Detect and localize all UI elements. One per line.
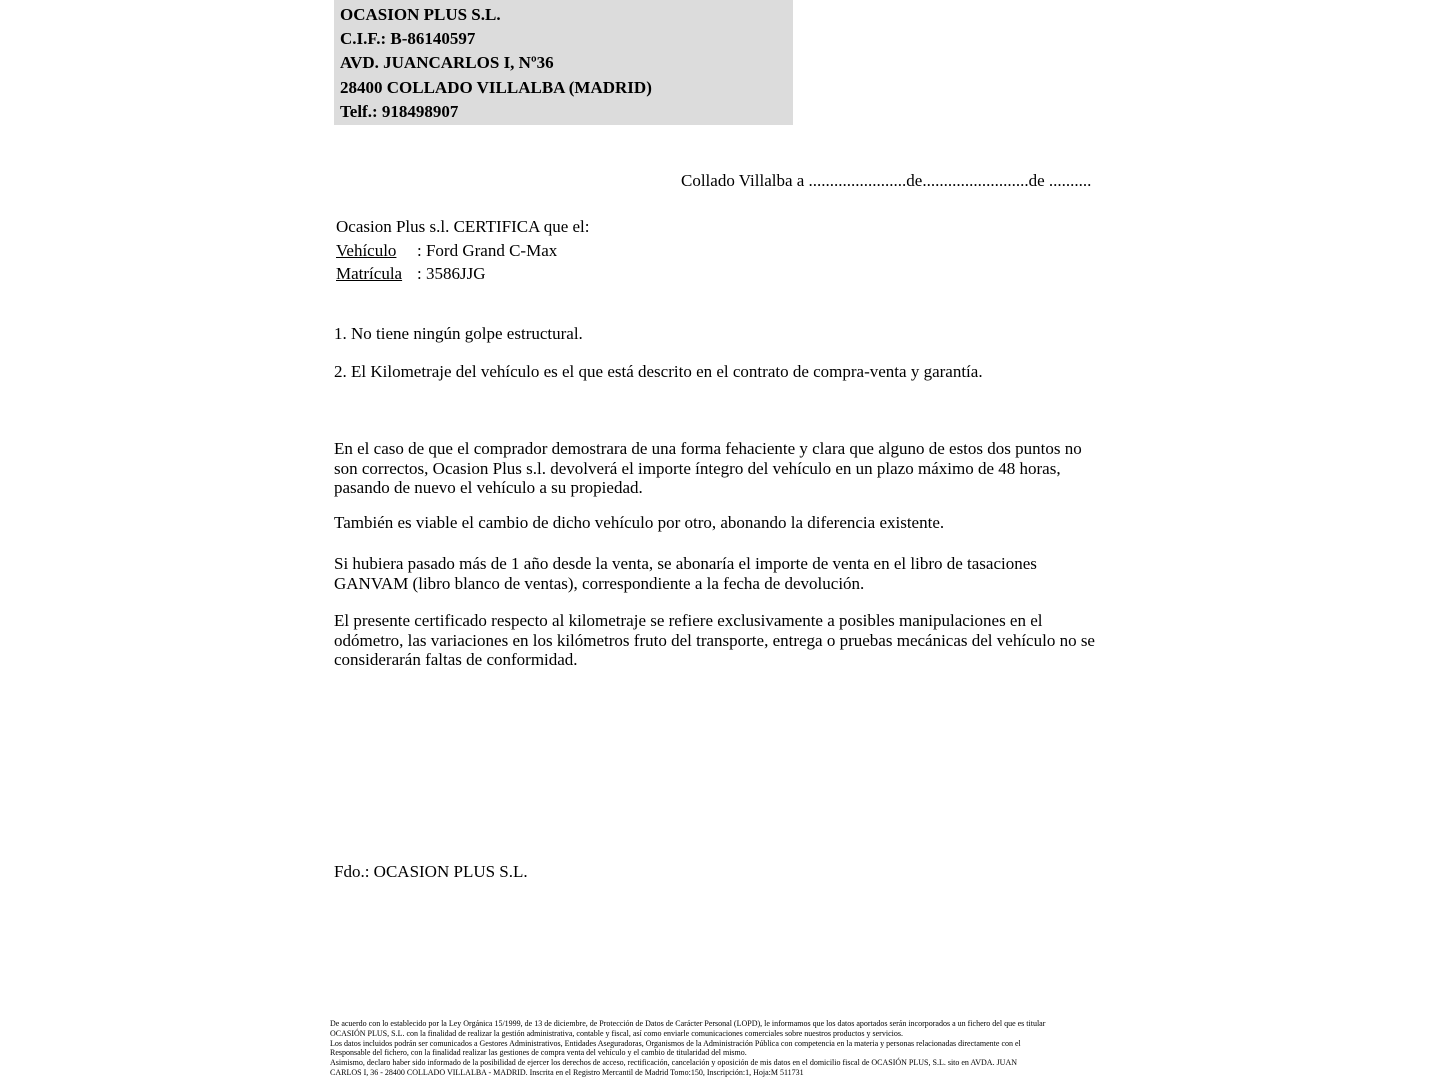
plate-row <box>336 262 590 286</box>
legal-line: De acuerdo con lo establecido por la Ley Orgánica 15/1999, de 13 de diciembre, de Protección de Datos de Carácter Personal (LOPD), le informamos que los datos aportados serán incorporados a un fichero del que es titular <box>330 1019 1046 1028</box>
company-city: 28400 COLLADO VILLALBA (MADRID) <box>340 77 652 97</box>
plate-label: Matrícula <box>336 264 403 283</box>
company-cif: C.I.F.: B-86140597 <box>340 29 476 49</box>
vehicle-value: : Ford Grand C-Max <box>417 240 558 260</box>
exchange-paragraph: También es viable el cambio de dicho vehículo por otro, abonando la diferencia existente. <box>334 513 945 532</box>
certify-intro: Ocasion Plus s.l. CERTIFICA que el: <box>336 217 590 236</box>
company-name: OCASION PLUS S.L. <box>340 5 501 24</box>
date-fill-in-line: Collado Villalba a .......................de.........................de .......... <box>681 171 1092 190</box>
plate-value: : 3586JJG <box>417 264 486 283</box>
company-header-box <box>334 0 793 125</box>
legal-line: Los datos incluidos podrán ser comunicados a Gestores Administrativos, Entidades Aseguradoras, Organismos de la Administración Pública con competencia en la materia y personas relacionadas directamente con el <box>330 1038 1021 1048</box>
vehicle-label: Vehículo <box>336 240 397 260</box>
signature-line: Fdo.: OCASION PLUS S.L. <box>334 862 528 881</box>
condition-point-1: 1. No tiene ningún golpe estructural. <box>334 324 583 343</box>
vehicle-row <box>336 239 590 263</box>
legal-line: Responsable del fichero, con la finalidad realizar las gestiones de compra venta del vehículo y el cambio de titularidad del mismo. <box>330 1048 747 1058</box>
legal-footer <box>330 1019 1120 1078</box>
odometer-paragraph: El presente certificado respecto al kilometraje se refiere exclusivamente a posibles manipulaciones en el odómetro, las variaciones en los kilómetros fruto del transporte, entrega o pruebas mecánicas del vehículo no se considerarán faltas de conformidad. <box>334 611 1095 670</box>
ganvam-paragraph: Si hubiera pasado más de 1 año desde la venta, se abonaría el importe de venta en el libro de tasaciones GANVAM (libro blanco de ventas), correspondiente a la fecha de devolución. <box>334 554 1037 593</box>
legal-line: CARLOS I, 36 - 28400 COLLADO VILLALBA - MADRID. Inscrita en el Registro Mercantil de Madrid Tomo:150, Inscripción:1, Hoja:M 511731 <box>330 1067 804 1077</box>
legal-line: Asimismo, declaro haber sido informado de la posibilidad de ejercer los derechos de acceso, rectificación, cancelación y oposición de mis datos en el domicilio fiscal de OCASIÓN PLUS, S.L. sito en AVDA. JUAN <box>330 1058 1018 1068</box>
company-address: AVD. JUANCARLOS I, Nº36 <box>340 53 554 73</box>
company-phone: Telf.: 918498907 <box>340 101 459 121</box>
legal-line: OCASIÓN PLUS, S.L. con la finalidad de realizar la gestión administrativa, contable y fiscal, así como enviarle comunicaciones comerciales sobre nuestros productos y servicios. <box>330 1028 903 1038</box>
certification-block <box>336 215 590 286</box>
refund-paragraph: En el caso de que el comprador demostrara de una forma fehaciente y clara que alguno de estos dos puntos no son correctos, Ocasion Plus s.l. devolverá el importe íntegro del vehículo en un plazo máximo de 48 horas, pasando de nuevo el vehículo a su propiedad. <box>334 439 1082 498</box>
condition-point-2: 2. El Kilometraje del vehículo es el que está descrito en el contrato de compra-venta y garantía. <box>334 362 983 381</box>
